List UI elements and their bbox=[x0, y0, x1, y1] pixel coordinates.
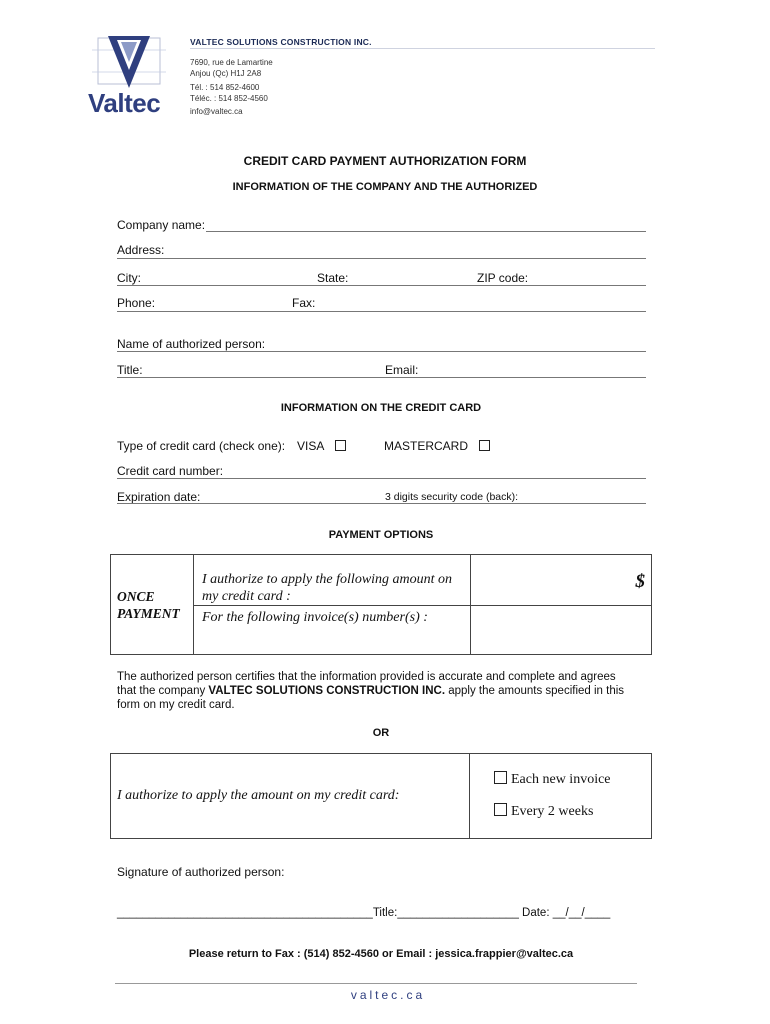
dollar-sign: $ bbox=[635, 571, 645, 592]
payment-label: PAYMENT bbox=[117, 605, 180, 621]
recurring-authorize-cell bbox=[111, 754, 470, 839]
city-label: City: bbox=[117, 271, 141, 285]
certification-text bbox=[117, 670, 657, 712]
every-2-weeks-label: Every 2 weeks bbox=[511, 804, 594, 819]
recurring-options-cell bbox=[470, 754, 652, 839]
authorize-amount-cell bbox=[194, 555, 471, 606]
state-label: State: bbox=[317, 271, 349, 285]
recurring-authorize-label: I authorize to apply the amount on my credit card: bbox=[117, 788, 400, 803]
address-line[interactable] bbox=[117, 258, 646, 259]
section-card-heading: INFORMATION ON THE CREDIT CARD bbox=[280, 402, 482, 414]
footer-url[interactable]: valtec.ca bbox=[350, 988, 426, 1002]
mastercard-option[interactable] bbox=[384, 439, 490, 453]
invoice-numbers-input-cell[interactable] bbox=[471, 606, 652, 655]
authorized-name-label: Name of authorized person: bbox=[117, 337, 266, 351]
expiration-line[interactable] bbox=[117, 503, 646, 504]
invoice-numbers-cell bbox=[194, 606, 471, 655]
once-payment-cell bbox=[111, 555, 194, 655]
visa-checkbox[interactable] bbox=[335, 440, 346, 451]
valtec-logo bbox=[88, 30, 170, 118]
authorize-amount-line2: my credit card : bbox=[202, 589, 291, 604]
phone-line[interactable] bbox=[117, 311, 646, 312]
fax-label: Fax: bbox=[292, 296, 316, 310]
signature-line[interactable]: ________________________________________Title:___________________ Date: __/__/____ bbox=[117, 907, 611, 919]
return-note: Please return to Fax : (514) 852-4560 or Email : jessica.frappier@valtec.ca bbox=[188, 948, 574, 960]
header-address-line2: Anjou (Qc) H1J 2A8 bbox=[190, 69, 262, 78]
certify-line2-a: that the company bbox=[117, 685, 209, 697]
expiration-label: Expiration date: bbox=[117, 490, 201, 504]
security-code-label: 3 digits security code (back): bbox=[385, 491, 519, 503]
phone-label: Phone: bbox=[117, 296, 156, 310]
logo-wordmark: Valtec bbox=[88, 88, 161, 118]
once-label: ONCE bbox=[117, 588, 155, 604]
address-label: Address: bbox=[117, 243, 165, 257]
header-tel: Tél. : 514 852-4600 bbox=[190, 83, 260, 92]
visa-option[interactable] bbox=[297, 439, 346, 453]
title-line[interactable] bbox=[117, 377, 646, 378]
valtec-logo-mark-icon bbox=[88, 30, 170, 92]
authorized-name-line[interactable] bbox=[117, 351, 646, 352]
certify-company-name: VALTEC SOLUTIONS CONSTRUCTION INC. bbox=[208, 685, 446, 697]
header-address-line1: 7690, rue de Lamartine bbox=[190, 58, 273, 67]
every-2-weeks-option[interactable] bbox=[470, 788, 651, 820]
mastercard-label: MASTERCARD bbox=[384, 439, 469, 453]
every-2-weeks-checkbox[interactable] bbox=[494, 803, 507, 816]
each-invoice-label: Each new invoice bbox=[511, 772, 611, 787]
email-label: Email: bbox=[385, 363, 419, 377]
title-label: Title: bbox=[117, 363, 143, 377]
once-payment-table bbox=[110, 554, 652, 655]
form-title: CREDIT CARD PAYMENT AUTHORIZATION FORM bbox=[243, 154, 527, 168]
authorize-amount-line1: I authorize to apply the following amount on bbox=[202, 572, 453, 587]
certify-line2-c: apply the amounts specified in this bbox=[445, 685, 625, 697]
header-rule bbox=[190, 48, 655, 49]
company-name-header: VALTEC SOLUTIONS CONSTRUCTION INC. bbox=[190, 37, 372, 47]
section-company-heading: INFORMATION OF THE COMPANY AND THE AUTHORIZED bbox=[232, 181, 538, 193]
signature-label: Signature of authorized person: bbox=[117, 865, 285, 879]
amount-cell[interactable] bbox=[471, 555, 652, 606]
header-email: info@valtec.ca bbox=[190, 107, 243, 116]
footer-rule bbox=[115, 983, 637, 984]
or-separator: OR bbox=[372, 727, 390, 739]
visa-label: VISA bbox=[297, 439, 324, 453]
company-name-label: Company name: bbox=[117, 218, 206, 232]
card-number-line[interactable] bbox=[117, 478, 646, 479]
certify-line3: form on my credit card. bbox=[117, 699, 235, 711]
card-type-label: Type of credit card (check one): bbox=[117, 439, 286, 453]
each-invoice-option[interactable] bbox=[470, 754, 651, 788]
header-fax: Téléc. : 514 852-4560 bbox=[190, 94, 268, 103]
invoice-numbers-label: For the following invoice(s) number(s) : bbox=[202, 610, 428, 625]
recurring-payment-table bbox=[110, 753, 652, 839]
zip-label: ZIP code: bbox=[477, 271, 529, 285]
certify-line2 bbox=[117, 684, 657, 698]
company-name-line[interactable] bbox=[206, 231, 646, 232]
each-invoice-checkbox[interactable] bbox=[494, 771, 507, 784]
mastercard-checkbox[interactable] bbox=[479, 440, 490, 451]
city-line[interactable] bbox=[117, 285, 646, 286]
card-number-label: Credit card number: bbox=[117, 464, 224, 478]
certify-line1: The authorized person certifies that the information provided is accurate and complete and agrees bbox=[117, 671, 616, 683]
section-payment-heading: PAYMENT OPTIONS bbox=[328, 529, 434, 541]
